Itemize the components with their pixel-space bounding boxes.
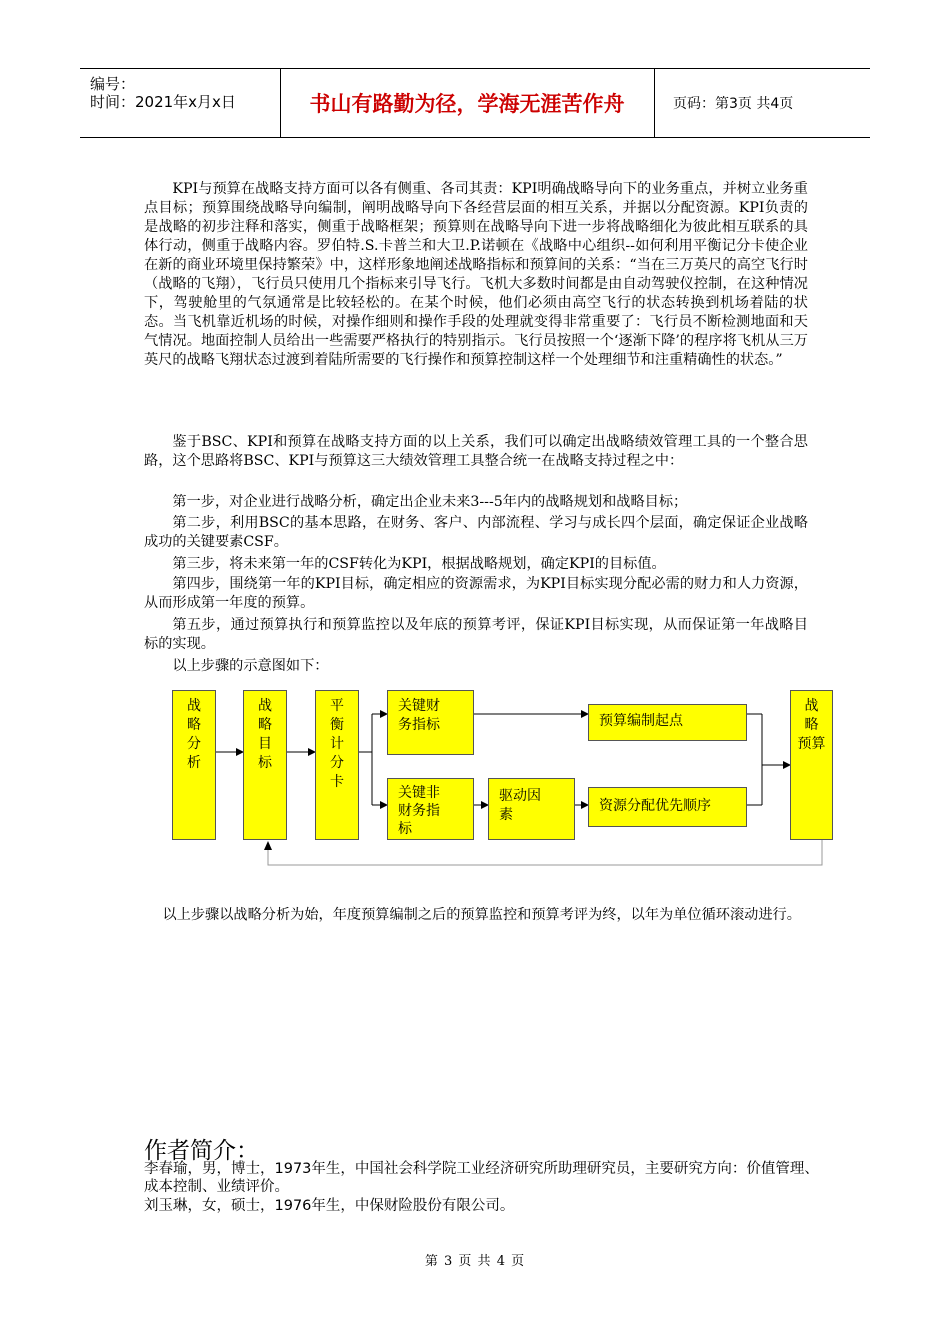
step-5: 第五步，通过预算执行和预算监控以及年底的预算考评，保证KPI目标实现，从而保证第一年战略目标的实现。 [144, 617, 808, 652]
box-drivers [488, 778, 575, 840]
box-strategy-goal [243, 690, 287, 840]
box-strategy-goal-text: 战略目标 [258, 698, 272, 771]
box-key-nonfinancial-line: 财务指 [398, 803, 440, 819]
step-2: 第二步，利用BSC的基本思路，在财务、客户、内部流程、学习与成长四个层面，确定保证企业战略成功的关键要素CSF。 [144, 515, 808, 550]
box-drivers-line: 驱动因 [499, 788, 541, 804]
box-balanced-scorecard-text: 平衡计分卡 [330, 698, 344, 790]
box-balanced-scorecard [315, 690, 359, 840]
box-resource-priority [588, 787, 747, 827]
box-budget-start [588, 704, 747, 741]
box-strategy-budget-line: 战略 [804, 698, 819, 733]
header-motto: 书山有路勤为径，学海无涯苦作舟 [309, 92, 625, 116]
box-budget-start-text: 预算编制起点 [599, 713, 683, 729]
box-key-financial-line: 务指标 [398, 717, 440, 733]
diagram-intro: 以上步骤的示意图如下： [172, 658, 329, 674]
header-meta [80, 69, 280, 137]
box-key-financial-line: 关键财 [398, 698, 440, 714]
author-section-title: 作者简介： [144, 1138, 259, 1164]
box-drivers-line: 素 [499, 807, 513, 823]
box-strategy-budget [790, 690, 833, 840]
header-divider [654, 69, 655, 137]
header-table [80, 68, 870, 138]
author-1: 李春瑜，男，博士，1973年生，中国社会科学院工业经济研究所助理研究员，主要研究方向：价值管理、成本控制、业绩评价。 [144, 1161, 819, 1195]
author-2: 刘玉琳，女，硕士，1976年生，中保财险股份有限公司。 [144, 1198, 515, 1214]
page-footer: 第 3 页 共 4 页 [424, 1254, 526, 1269]
header-page-label: 页码：第3页 共4页 [673, 96, 794, 112]
number-label: 编号： [90, 75, 136, 93]
paragraph-kpi-budget: KPI与预算在战略支持方面可以各有侧重、各司其责：KPI明确战略导向下的业务重点，并树立业务重点目标；预算围绕战略导向编制，阐明战略导向下各经营层面的相互关系，并据以分配资源。KPI负责的是战略的初步注释和落实，侧重于战略框架；预算则在战略导向下进一步将战略细化为彼此相互联系的具体行动，侧重于战略内容。罗伯特.S.卡普兰和大卫.P.诺顿在《战略中心组织--如何利用平衡记分卡使企业在新的商业环境里保持繁荣》中，这样形象地阐述战略指标和预算间的关系：“当在三万英尺的高空飞行时（战略的飞翔），飞行员只使用几个指标来引导飞行。飞机大多数时间都是由自动驾驶仪控制，在这种情况下，驾驶舱里的气氛通常是比较轻松的。在某个时候，他们必须由高空飞行的状态转换到机场着陆的状态。当飞机靠近机场的时候，对操作细则和操作手段的处理就变得非常重要了：飞行员不断检测地面和天气情况。地面控制人员给出一些需要严格执行的特别指示。飞行员按照一个‘逐渐下降’的程序将飞机从三万英尺的战略飞翔状态过渡到着陆所需要的飞行操作和预算控制这样一个处理细节和注重精确性的状态。” [144, 181, 808, 368]
box-strategy-analysis-text: 战略分析 [187, 698, 201, 771]
step-3: 第三步，将未来第一年的CSF转化为KPI，根据战略规划，确定KPI的目标值。 [172, 556, 666, 572]
box-strategy-analysis [172, 690, 216, 840]
step-1: 第一步，对企业进行战略分析，确定出企业未来3---5年内的战略规划和战略目标； [172, 494, 688, 510]
date-label: 时间：2021年x月x日 [90, 93, 236, 111]
box-resource-priority-text: 资源分配优先顺序 [599, 798, 711, 814]
box-key-nonfinancial [387, 778, 474, 840]
header-page [665, 69, 870, 137]
box-key-financial [387, 690, 474, 755]
paragraph-conclusion: 以上步骤以战略分析为始，年度预算编制之后的预算监控和预算考评为终，以年为单位循环滚动进行。 [162, 907, 801, 923]
step-4: 第四步，围绕第一年的KPI目标，确定相应的资源需求，为KPI目标实现分配必需的财力和人力资源，从而形成第一年度的预算。 [144, 576, 808, 611]
box-key-nonfinancial-line: 标 [398, 821, 412, 837]
box-strategy-budget-line: 预算 [797, 736, 826, 752]
box-key-nonfinancial-line: 关键非 [398, 785, 440, 801]
paragraph-integration: 鉴于BSC、KPI和预算在战略支持方面的以上关系，我们可以确定出战略绩效管理工具的一个整合思路，这个思路将BSC、KPI与预算这三大绩效管理工具整合统一在战略支持过程之中： [144, 434, 808, 469]
